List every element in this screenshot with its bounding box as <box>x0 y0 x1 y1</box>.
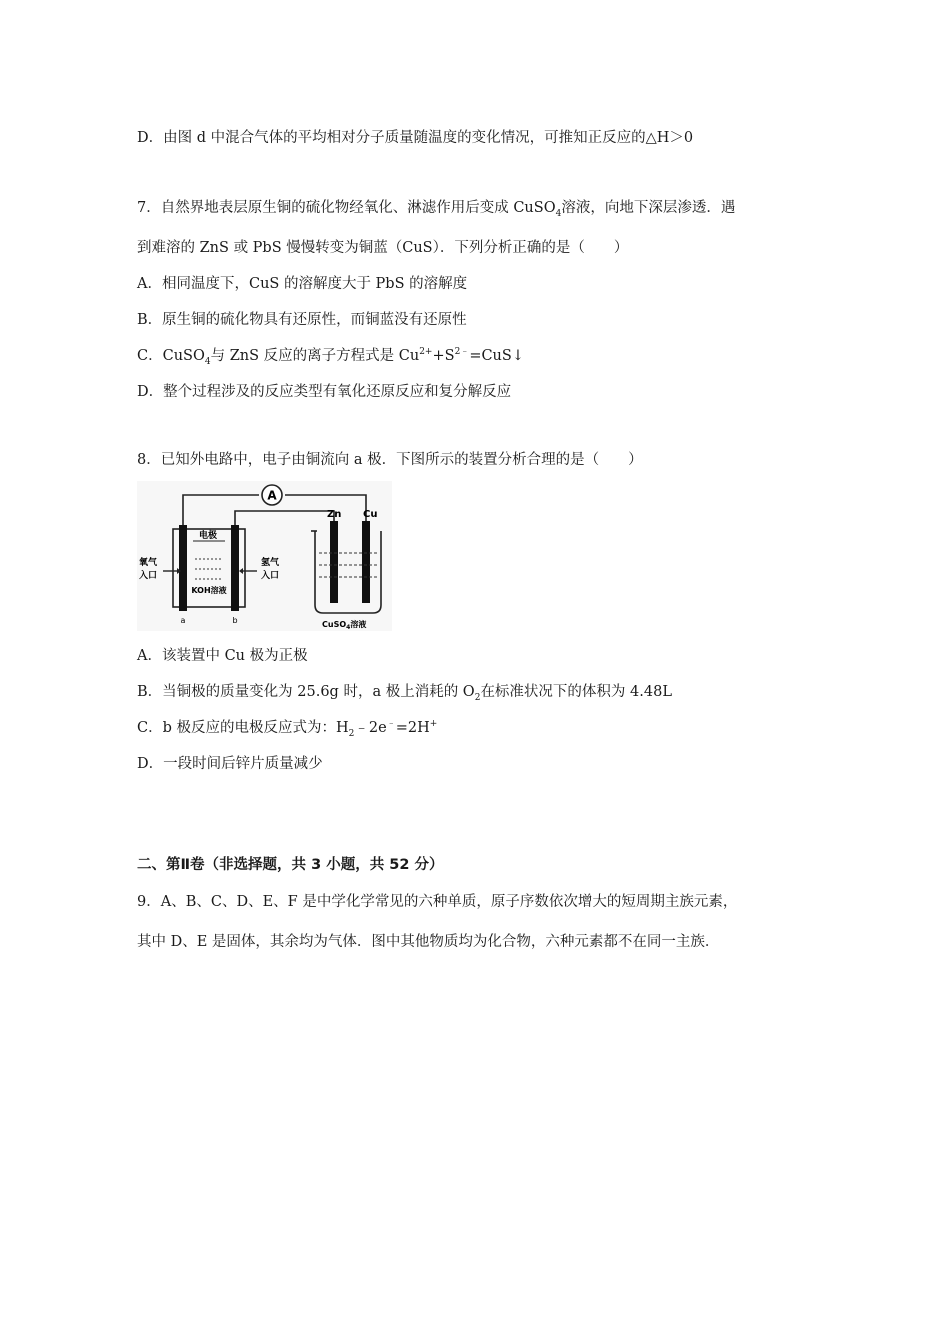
ammeter-label: A <box>267 488 277 503</box>
q7-option-d: D．整个过程涉及的反应类型有氧化还原反应和复分解反应 <box>137 384 512 400</box>
q8-option-b: B．当铜极的质量变化为 25.6g 时，a 极上消耗的 $O_2$在标准状况下的体积为 4.48L <box>137 684 672 703</box>
oxygen-label-1: 氧气 <box>139 558 158 568</box>
oxygen-label-2: 入口 <box>139 571 158 581</box>
electrode-b <box>231 525 239 611</box>
q8-option-a: A．该装置中 Cu 极为正极 <box>137 648 308 664</box>
hydrogen-label-1: 氢气 <box>261 558 280 568</box>
q6-option-d: D．由图 d 中混合气体的平均相对分子质量随温度的变化情况，可推知正反应的△H＞0 <box>137 130 694 146</box>
hydrogen-label-2: 入口 <box>261 571 280 581</box>
q7-option-b: B．原生铜的硫化物具有还原性，而铜蓝没有还原性 <box>137 312 467 328</box>
q7-stem-line1: 7．自然界地表层原生铜的硫化物经氧化、淋滤作用后变成 CuSO$_4$溶液，向地下深层渗透．遇 <box>137 200 736 219</box>
q9-line1: 9．A、B、C、D、E、F 是中学化学常见的六种单质，原子序数依次增大的短周期主族元素， <box>137 894 738 910</box>
label-b: b <box>232 616 238 625</box>
q8-stem: 8．已知外电路中，电子由铜流向 a 极．下图所示的装置分析合理的是（ ） <box>137 452 643 468</box>
zn-electrode <box>330 521 338 603</box>
cuso4-label: CuSO$_4$溶液 <box>322 620 367 631</box>
q9-line2: 其中 D、E 是固体，其余均为气体．图中其他物质均为化合物，六种元素都不在同一主族． <box>137 934 720 950</box>
label-a: a <box>180 616 186 625</box>
figure-background <box>137 481 392 631</box>
electrode-a <box>179 525 187 611</box>
electrode-label: 电极 <box>198 531 218 541</box>
q7-option-a: A．相同温度下，CuS 的溶解度大于 PbS 的溶解度 <box>137 276 468 292</box>
q8-option-d: D．一段时间后锌片质量减少 <box>137 756 323 772</box>
zn-label: Zn <box>327 509 342 520</box>
q7-stem-line2: 到难溶的 ZnS 或 PbS 慢慢转变为铜蓝（CuS）．下列分析正确的是（ ） <box>137 240 629 256</box>
q8-apparatus-figure <box>137 481 392 631</box>
cu-label: Cu <box>363 509 378 520</box>
q8-option-c: C．b 极反应的电极反应式为：$H_2﹣2e^﹣=2H^+$ <box>137 719 438 739</box>
q7-option-c: C．CuSO$_4$与 ZnS 反应的离子方程式是 $Cu^{2+}+S^{2﹣}=CuS↓$ <box>137 347 524 367</box>
cu-electrode <box>362 521 370 603</box>
koh-label: KOH溶液 <box>191 586 227 595</box>
section-2-heading: 二、第Ⅱ卷（非选择题，共 3 小题，共 52 分） <box>137 857 444 873</box>
